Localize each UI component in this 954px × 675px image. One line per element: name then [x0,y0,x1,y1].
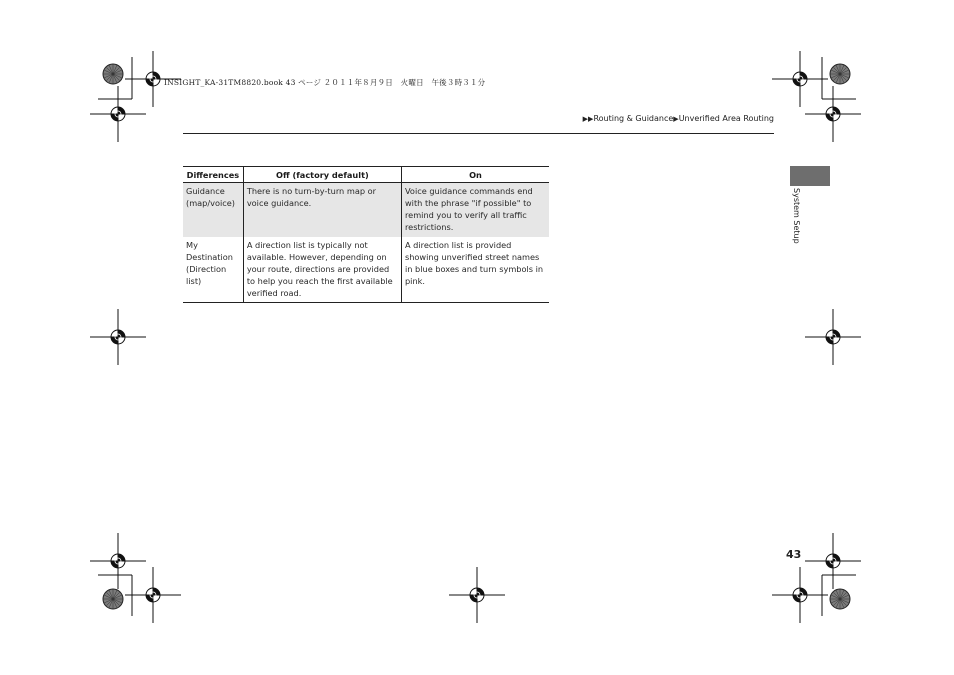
table-row [183,237,549,303]
page-number: 43 [786,548,802,561]
cell-on: Voice guidance commands end with the phrase "if possible" to remind you to verify all traffic restrictions. [401,183,549,238]
breadcrumb-part-2[interactable]: Unverified Area Routing [678,114,774,123]
breadcrumb-arrow-icon: ▶▶ [582,115,594,123]
column-header-off: Off (factory default) [243,167,401,183]
cell-difference: My Destination (Direction list) [183,237,243,303]
cell-off: There is no turn-by-turn map or voice guidance. [243,183,401,238]
side-tab[interactable] [790,166,830,186]
breadcrumb [583,114,774,123]
side-tab-label: System Setup [792,188,801,244]
printer-info: INSIGHT_KA-31TM8820.book 43 ページ ２０１１年８月９日 火曜日 午後３時３１分 [164,78,486,87]
cell-off: A direction list is typically not available. However, depending on your route, directions are provided to help you reach the first available verified road. [243,237,401,303]
cell-on: A direction list is provided showing unverified street names in blue boxes and turn symbols in pink. [401,237,549,303]
table-header-row [183,167,549,183]
breadcrumb-separator-icon: ▶ [673,115,679,123]
column-header-on: On [401,167,549,183]
differences-table [183,166,549,303]
breadcrumb-part-1[interactable]: Routing & Guidance [593,114,674,123]
cell-difference: Guidance (map/voice) [183,183,243,238]
column-header-differences: Differences [183,167,243,183]
header-rule [183,133,774,134]
table-row [183,183,549,238]
